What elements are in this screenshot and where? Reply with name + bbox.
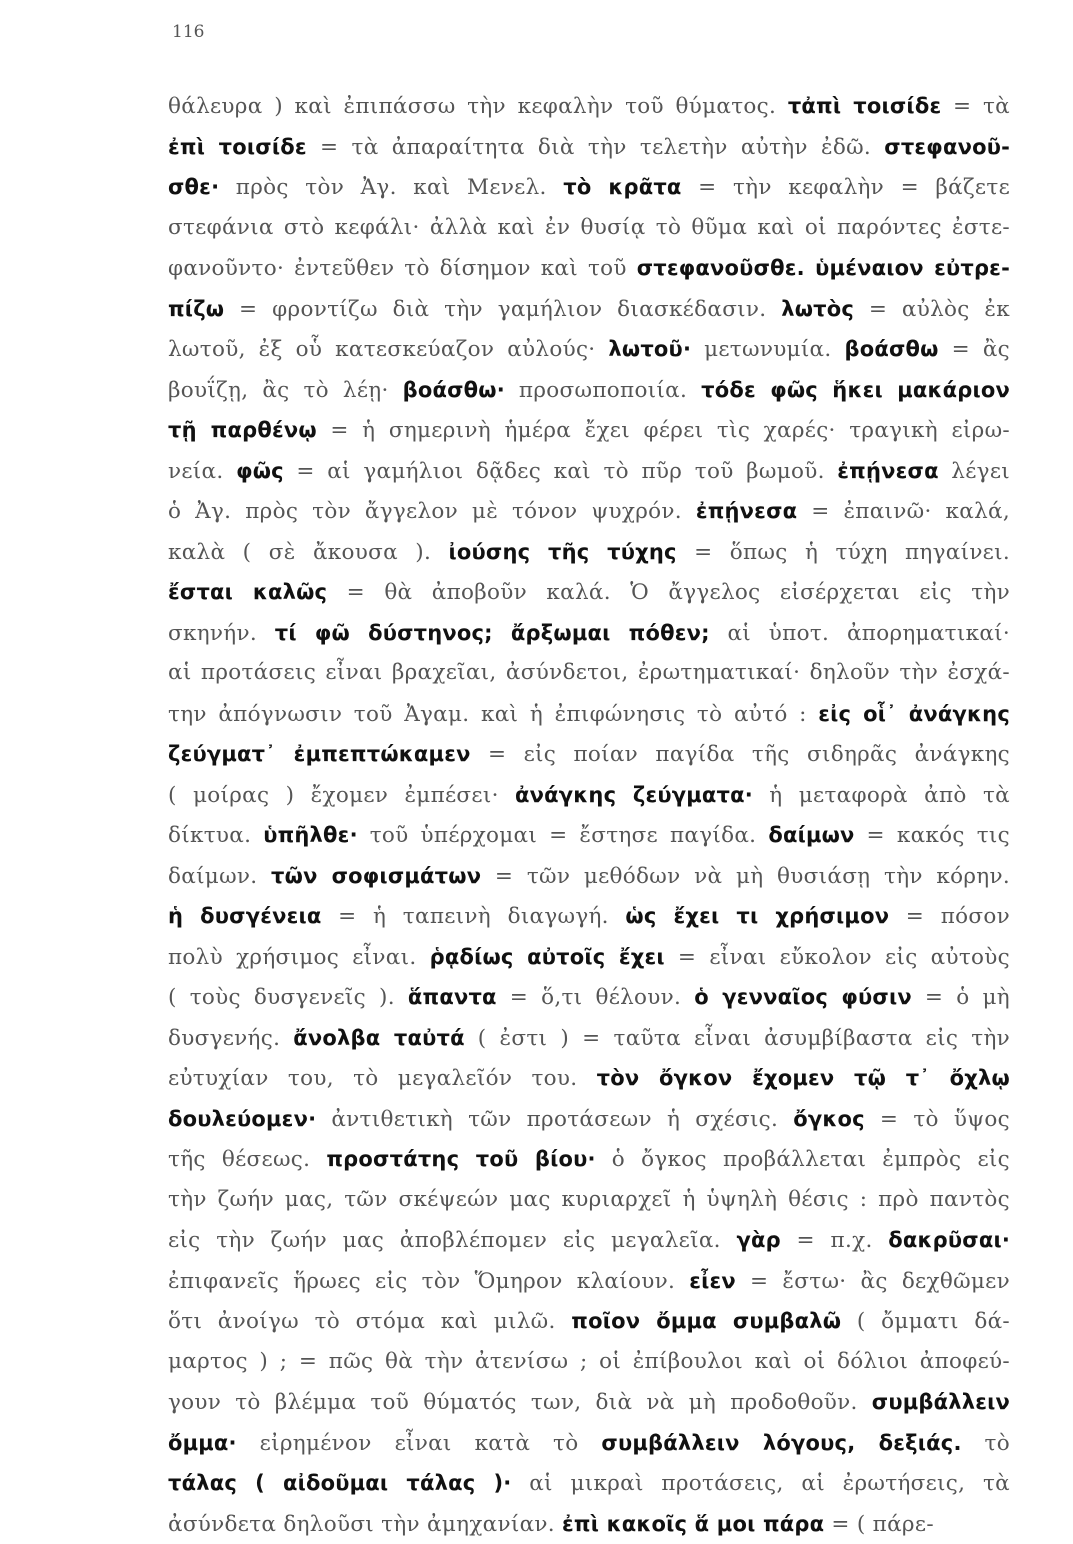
gloss-text: ἡ μεταφορὰ ἀπὸ τὰ: [753, 783, 1010, 808]
lemma-term: δαίμων: [768, 823, 854, 847]
text-line: [168, 289, 1010, 330]
lemma-term: λωτοῦ·: [608, 337, 691, 361]
gloss-text: ὁ ὄγκος προβάλλεται ἐμπρὸς εἰς: [596, 1147, 1010, 1172]
gloss-text: ( ἐστι ) = ταῦτα εἶναι ἀσυμβίβαστα εἰς τὴν: [465, 1026, 1010, 1051]
gloss-text: πρὸς τὸν Ἀγ. καὶ Μενελ.: [219, 175, 563, 200]
lemma-term: ῥᾳδίως αὐτοῖς ἔχει: [430, 945, 665, 969]
gloss-text: λέγει: [939, 459, 1010, 484]
lemma-term: βοάσθω·: [403, 378, 505, 402]
text-line: [168, 248, 1010, 289]
text-line: [168, 1018, 1010, 1059]
text-line: [168, 1139, 1010, 1180]
gloss-text: = ἡ σημερινὴ ἡμέρα ἔχει φέρει τὶς χαρές· τραγικὴ εἰρω-: [317, 418, 1010, 443]
lemma-term: ζεύγματ᾽ ἐμπεπτώκαμεν: [168, 742, 471, 766]
text-line: [168, 775, 1010, 816]
lemma-term: δουλεύομεν·: [168, 1107, 316, 1131]
gloss-text: εἰρημένον εἶναι κατὰ τὸ: [237, 1431, 602, 1456]
text-line: [168, 1504, 1010, 1544]
lemma-term: τάλας ( αἰδοῦμαι τάλας )·: [168, 1471, 511, 1495]
lemma-term: εἰς οἷ᾽ ἀνάγκης: [818, 702, 1010, 726]
gloss-text: την ἀπόγνωσιν τοῦ Ἀγαμ. καὶ ἡ ἐπιφώνησις τὸ αὐτό :: [168, 702, 818, 727]
gloss-text: αἱ μικραὶ προτάσεις, αἱ ἐρωτήσεις, τὰ: [511, 1471, 1010, 1496]
gloss-text: ( τοὺς δυσγενεῖς ).: [168, 985, 408, 1010]
gloss-text: τοῦ ὑπέρχομαι = ἔστησε παγίδα.: [358, 823, 769, 848]
text-line: [168, 856, 1010, 897]
text-line: [168, 1220, 1010, 1261]
gloss-text: = τὴν κεφαλὴν = βάζετε: [682, 175, 1010, 200]
lemma-term: ἄνολβα ταὐτά: [293, 1026, 464, 1050]
lemma-term: δακρῦσαι·: [888, 1228, 1010, 1252]
text-line: [168, 370, 1010, 411]
gloss-text: βουΐζῃ, ἂς τὸ λέῃ·: [168, 378, 403, 403]
gloss-text: αἱ ὑποτ. ἀπορηματικαί·: [710, 621, 1010, 646]
gloss-text: = τὰ ἀπαραίτητα διὰ τὴν τελετὴν αὐτὴν ἐδῶ.: [307, 135, 885, 160]
lemma-term: συμβάλλειν: [872, 1390, 1010, 1414]
commentary-text: [168, 86, 1010, 1544]
gloss-text: ( μοίρας ) ἔχομεν ἐμπέσει·: [168, 783, 515, 808]
gloss-text: = ἂς: [939, 337, 1010, 362]
text-line: [168, 329, 1010, 370]
lemma-term: ὁ γενναῖος φύσιν: [694, 985, 912, 1009]
lemma-term: τόδε φῶς ἥκει μακάριον: [701, 378, 1010, 402]
gloss-text: = αἱ γαμήλιοι δᾷδες καὶ τὸ πῦρ τοῦ βωμοῦ.: [284, 459, 838, 484]
text-line: [168, 1058, 1010, 1099]
text-line: [168, 613, 1010, 654]
lemma-term: ἐπὶ τοισίδε: [168, 135, 307, 159]
gloss-text: εὐτυχίαν του, τὸ μεγαλεῖόν του.: [168, 1066, 597, 1091]
lemma-term: ἔσται καλῶς: [168, 580, 327, 604]
gloss-text: = τὰ: [941, 94, 1010, 119]
text-line: [168, 977, 1010, 1018]
text-line: [168, 1463, 1010, 1504]
lemma-term: ἅπαντα: [408, 985, 497, 1009]
text-line: [168, 451, 1010, 492]
text-line: [168, 653, 1010, 694]
gloss-text: καλὰ ( σὲ ἄκουσα ).: [168, 540, 449, 565]
gloss-text: = αὐλὸς ἐκ: [854, 297, 1010, 322]
lemma-term: στεφανοῦσθε. ὑμέναιον εὐτρε-: [637, 256, 1010, 280]
text-line: [168, 410, 1010, 451]
gloss-text: = εἰς ποίαν παγίδα τῆς σιδηρᾶς ἀνάγκης: [471, 742, 1010, 767]
lemma-term: βοάσθω: [844, 337, 938, 361]
gloss-text: πολὺ χρήσιμος εἶναι.: [168, 945, 430, 970]
lemma-term: γὰρ: [736, 1228, 780, 1252]
gloss-text: τῆς θέσεως.: [168, 1147, 326, 1172]
lemma-term: στεφανοῦ-: [884, 135, 1010, 159]
gloss-text: = ( πάρε-: [824, 1512, 934, 1537]
text-line: [168, 1099, 1010, 1140]
gloss-text: λωτοῦ, ἐξ οὗ κατεσκεύαζον αὐλούς·: [168, 337, 608, 362]
lemma-term: τὸ κρᾶτα: [563, 175, 681, 199]
lemma-term: ποῖον ὄμμα συμβαλῶ: [571, 1309, 841, 1333]
gloss-text: τὴν ζωήν μας, τῶν σκέψεών μας κυριαρχεῖ ἡ ὑψηλὴ θέσις : πρὸ παντὸς: [168, 1187, 1010, 1212]
text-line: [168, 1301, 1010, 1342]
lemma-term: ὄμμα·: [168, 1431, 237, 1455]
text-line: [168, 1382, 1010, 1423]
gloss-text: ἐπιφανεῖς ἥρωες εἰς τὸν Ὅμηρον κλαίουν.: [168, 1269, 689, 1294]
text-line: [168, 896, 1010, 937]
text-line: [168, 815, 1010, 856]
gloss-text: ( ὄμματι δά-: [841, 1309, 1010, 1334]
gloss-text: = ὅ,τι θέλουν.: [497, 985, 695, 1010]
gloss-text: = ἡ ταπεινὴ διαγωγή.: [322, 904, 626, 929]
gloss-text: = ἐπαινῶ· καλά,: [797, 499, 1010, 524]
lemma-term: προστάτης τοῦ βίου·: [326, 1147, 595, 1171]
lemma-term: τί φῶ δύστηνος; ἄρξωμαι πόθεν;: [275, 621, 710, 645]
text-line: [168, 208, 1010, 249]
lemma-term: τὸν ὄγκον ἔχομεν τῷ τ᾽ ὄχλῳ: [597, 1066, 1010, 1090]
lemma-term: ἀνάγκης ζεύγματα·: [515, 783, 753, 807]
lemma-term: τῶν σοφισμάτων: [271, 864, 481, 888]
text-line: [168, 127, 1010, 168]
text-line: [168, 734, 1010, 775]
lemma-term: φῶς: [236, 459, 284, 483]
text-line: [168, 1261, 1010, 1302]
gloss-text: = θὰ ἀποβοῦν καλά. Ὁ ἄγγελος εἰσέρχεται εἰς τὴν: [327, 580, 1010, 605]
text-line: [168, 167, 1010, 208]
lemma-term: ἐπῄνεσα: [837, 459, 938, 483]
text-line: [168, 86, 1010, 127]
gloss-text: εἰς τὴν ζωήν μας ἀποβλέπομεν εἰς μεγαλεῖα.: [168, 1228, 736, 1253]
text-line: [168, 937, 1010, 978]
text-line: [168, 1180, 1010, 1221]
gloss-text: αἱ προτάσεις εἶναι βραχεῖαι, ἀσύνδετοι, ἐρωτηματικαί· δηλοῦν τὴν ἐσχά-: [168, 660, 1010, 685]
lemma-term: ὄγκος: [793, 1107, 865, 1131]
gloss-text: = εἶναι εὔκολον εἰς αὐτοὺς: [665, 945, 1010, 970]
lemma-term: ὡς ἔχει τι χρήσιμον: [625, 904, 889, 928]
text-line: [168, 1342, 1010, 1383]
lemma-term: ἐπῄνεσα: [696, 499, 797, 523]
lemma-term: ἡ δυσγένεια: [168, 904, 322, 928]
gloss-text: νεία.: [168, 459, 236, 484]
gloss-text: = ἔστω· ἂς δεχθῶμεν: [736, 1269, 1010, 1294]
text-line: [168, 1423, 1010, 1464]
lemma-term: ὑπῆλθε·: [263, 823, 358, 847]
gloss-text: = τὸ ὕψος: [865, 1107, 1010, 1132]
text-line: [168, 532, 1010, 573]
gloss-text: θάλευρα ) καὶ ἐπιπάσσω τὴν κεφαλὴν τοῦ θύματος.: [168, 94, 788, 119]
gloss-text: δυσγενής.: [168, 1026, 293, 1051]
gloss-text: = φροντίζω διὰ τὴν γαμήλιον διασκέδασιν.: [224, 297, 781, 322]
gloss-text: = πόσον: [889, 904, 1010, 929]
gloss-text: ὁ Ἀγ. πρὸς τὸν ἄγγελον μὲ τόνον ψυχρόν.: [168, 499, 696, 524]
gloss-text: δαίμων.: [168, 864, 271, 889]
lemma-term: ἐπὶ κακοῖς ἅ μοι πάρα: [562, 1512, 824, 1536]
lemma-term: ἰούσης τῆς τύχης: [449, 540, 677, 564]
lemma-term: εἶεν: [689, 1269, 736, 1293]
lemma-term: τῇ παρθένῳ: [168, 418, 317, 442]
gloss-text: στεφάνια στὸ κεφάλι· ἀλλὰ καὶ ἐν θυσίᾳ τὸ θῦμα καὶ οἱ παρόντες ἐστε-: [168, 215, 1010, 240]
gloss-text: δίκτυα.: [168, 823, 263, 848]
lemma-term: σθε·: [168, 175, 219, 199]
gloss-text: τὸ: [962, 1431, 1010, 1456]
lemma-term: τἀπὶ τοισίδε: [788, 94, 942, 118]
gloss-text: = κακός τις: [855, 823, 1010, 848]
gloss-text: ἀντιθετικὴ τῶν προτάσεων ἡ σχέσις.: [316, 1107, 793, 1132]
lemma-term: πίζω: [168, 297, 224, 321]
gloss-text: = π.χ.: [781, 1228, 888, 1253]
lemma-term: λωτὸς: [781, 297, 854, 321]
gloss-text: μετωνυμία.: [691, 337, 844, 362]
text-line: [168, 694, 1010, 735]
gloss-text: = ὅπως ἡ τύχη πηγαίνει.: [677, 540, 1010, 565]
page-number: 116: [172, 22, 204, 42]
gloss-text: γουν τὸ βλέμμα τοῦ θύματός των, διὰ νὰ μὴ προδοθοῦν.: [168, 1390, 872, 1415]
gloss-text: = τῶν μεθόδων νὰ μὴ θυσιάσῃ τὴν κόρην.: [481, 864, 1010, 889]
text-line: [168, 491, 1010, 532]
gloss-text: προσωποποιία.: [505, 378, 701, 403]
gloss-text: ἀσύνδετα δηλοῦσι τὴν ἀμηχανίαν.: [168, 1512, 562, 1537]
gloss-text: φανοῦντο· ἐντεῦθεν τὸ δίσημον καὶ τοῦ: [168, 256, 637, 281]
text-line: [168, 572, 1010, 613]
gloss-text: ὅτι ἀνοίγω τὸ στόμα καὶ μιλῶ.: [168, 1309, 571, 1334]
gloss-text: μαρτος ) ; = πῶς θὰ τὴν ἀτενίσω ; οἱ ἐπίβουλοι καὶ οἱ δόλιοι ἀποφεύ-: [168, 1349, 1010, 1374]
gloss-text: σκηνήν.: [168, 621, 275, 646]
gloss-text: = ὁ μὴ: [912, 985, 1010, 1010]
lemma-term: συμβάλλειν λόγους, δεξιάς.: [601, 1431, 961, 1455]
